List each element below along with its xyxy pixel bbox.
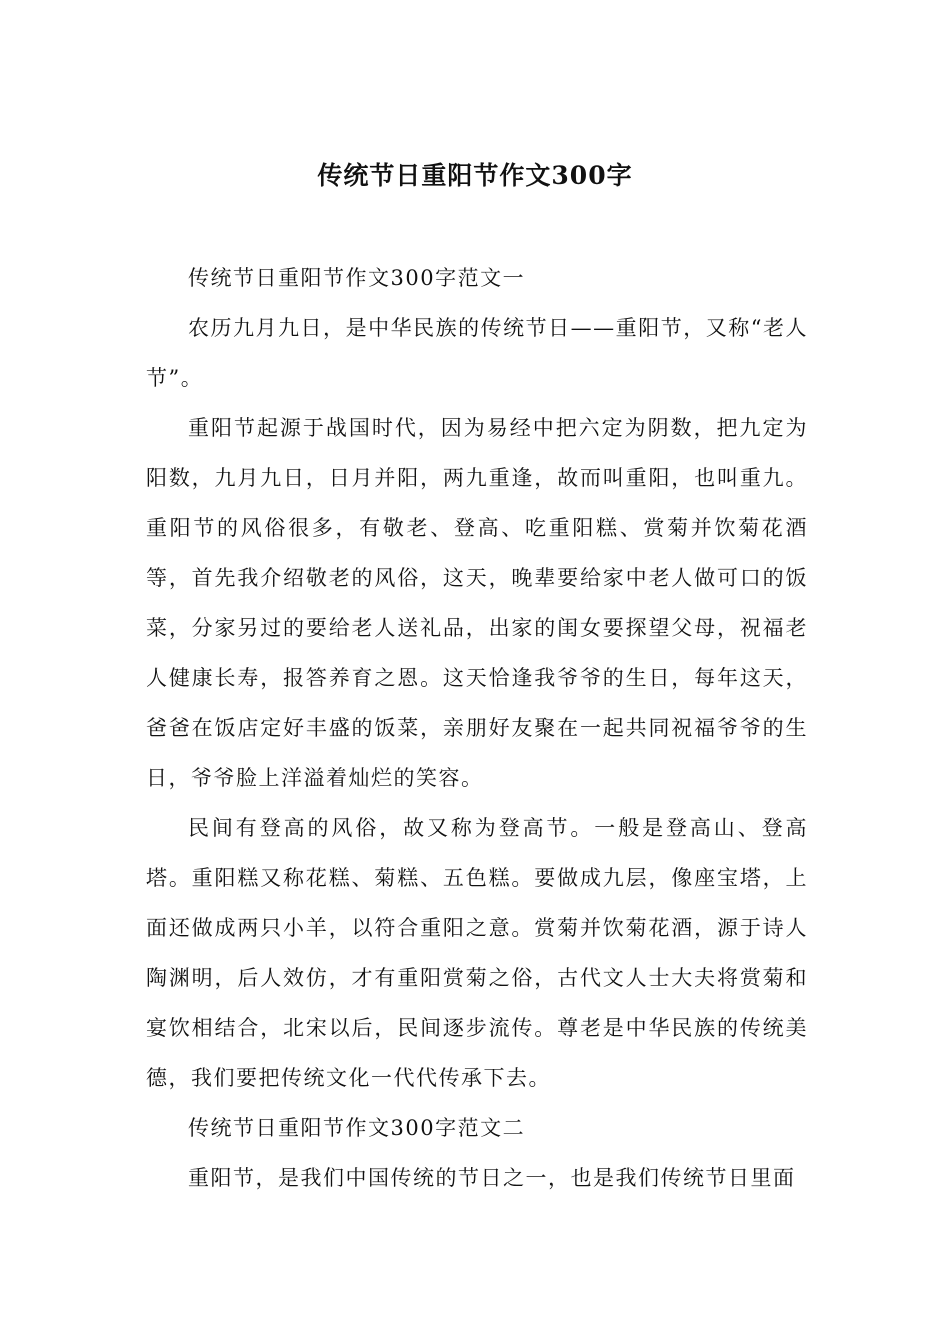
essay-subtitle-2: 传统节日重阳节作文300字范文二 — [188, 1116, 526, 1140]
paragraph-intro: 农历九月九日，是中华民族的传统节日——重阳节，又称“老人节”。 — [146, 316, 808, 390]
essay-subtitle-1: 传统节日重阳节作文300字范文一 — [188, 266, 526, 290]
document-title: 传统节日重阳节作文300字 — [317, 161, 633, 190]
paragraph-climbing-customs: 民间有登高的风俗，故又称为登高节。一般是登高山、登高塔。重阳糕又称花糕、菊糕、五色糕。要做成九层，像座宝塔，上面还做成两只小羊，以符合重阳之意。赏菊并饮菊花酒，源于诗人陶渊明，后人效仿，才有重阳赏菊之俗，古代文人士大夫将赏菊和宴饮相结合，北宋以后，民间逐步流传。尊老是中华民族的传统美德，我们要把传统文化一代代传承下去。 — [146, 816, 808, 1090]
paragraph-essay-two-start: 重阳节，是我们中国传统的节日之一，也是我们传统节日里面 — [188, 1166, 796, 1190]
document-body — [146, 253, 808, 1203]
paragraph-origin-customs: 重阳节起源于战国时代，因为易经中把六定为阴数，把九定为阳数，九月九日，日月并阳，两九重逢，故而叫重阳，也叫重九。重阳节的风俗很多，有敬老、登高、吃重阳糕、赏菊并饮菊花酒等，首先我介绍敬老的风俗，这天，晚辈要给家中老人做可口的饭菜，分家另过的要给老人送礼品，出家的闺女要探望父母，祝福老人健康长寿，报答养育之恩。这天恰逢我爷爷的生日，每年这天，爸爸在饭店定好丰盛的饭菜，亲朋好友聚在一起共同祝福爷爷的生日，爷爷脸上洋溢着灿烂的笑容。 — [146, 416, 808, 790]
